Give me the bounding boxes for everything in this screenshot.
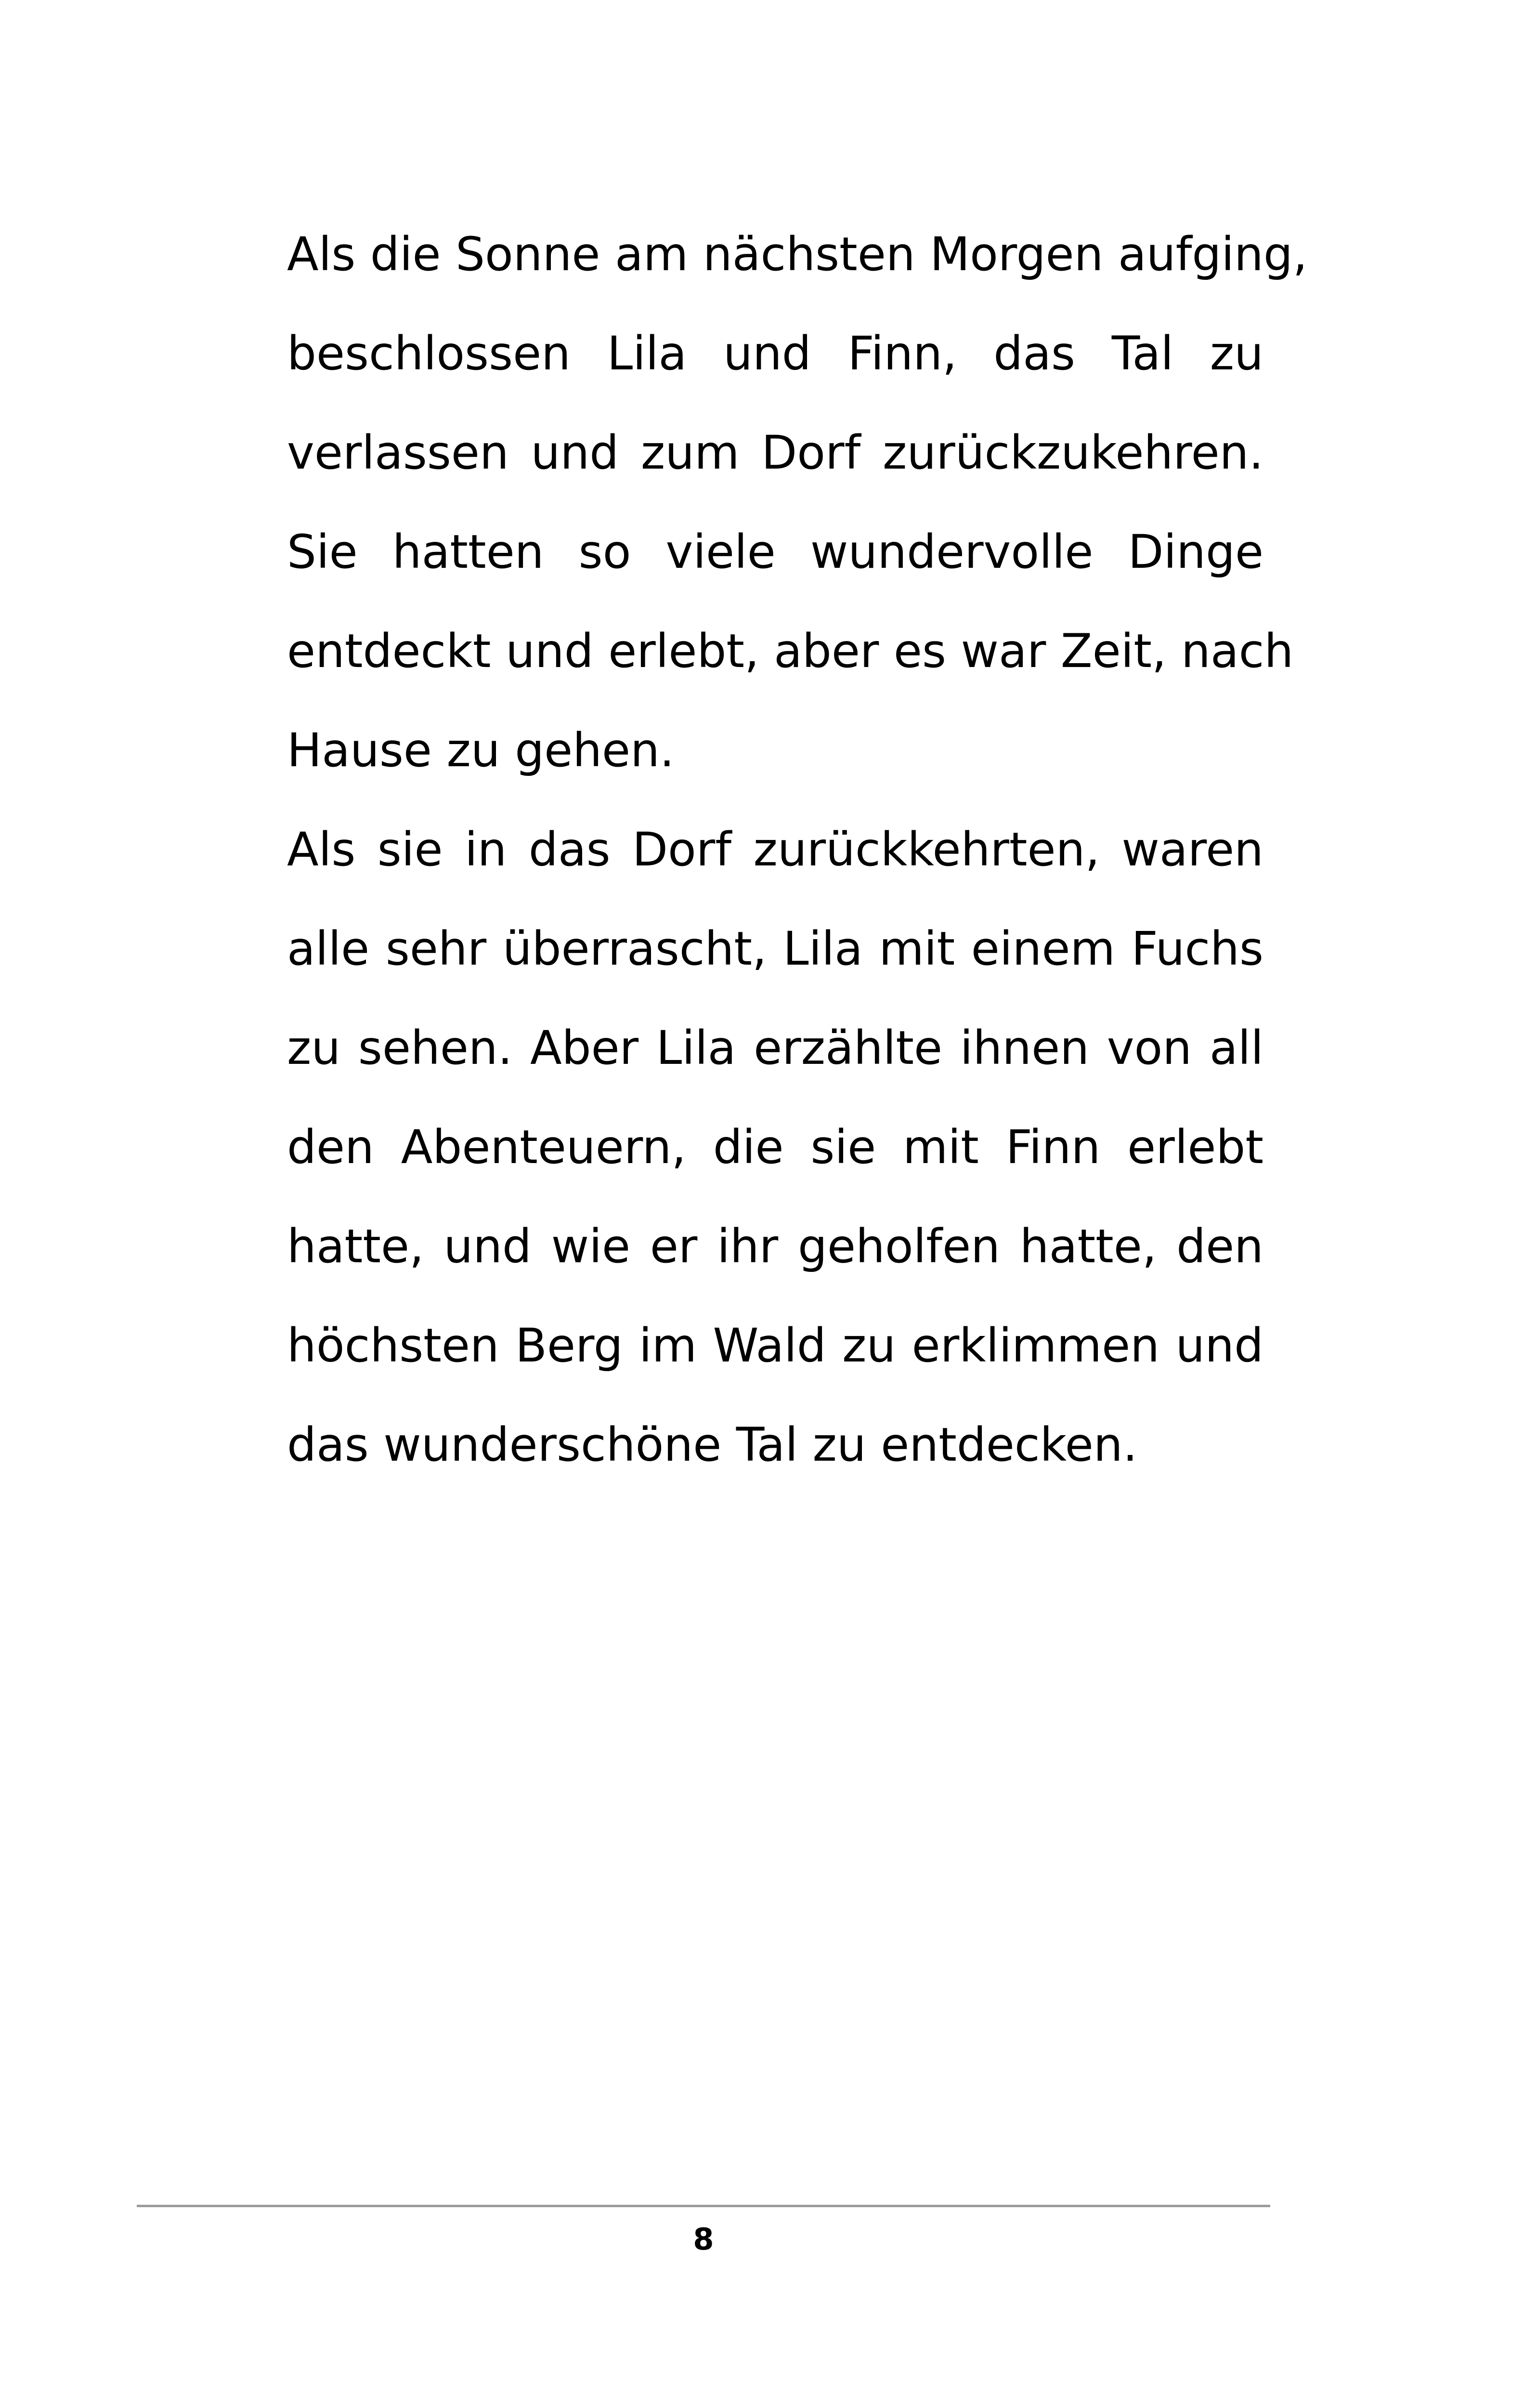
text-line: verlassen und zum Dorf zurückzukehren. [287,426,1263,480]
text-line: Sie hatten so viele wundervolle Dinge [287,525,1263,579]
text-line: zu sehen. Aber Lila erzählte ihnen von all [287,1021,1263,1075]
footer-divider [137,2205,1270,2207]
text-line: Hause zu gehen. [287,723,675,777]
page-number: 8 [693,2222,714,2257]
text-line: Als sie in das Dorf zurückkehrten, waren [287,823,1263,877]
text-line: Als die Sonne am nächsten Morgen aufging, [287,227,1308,281]
text-line: entdeckt und erlebt, aber es war Zeit, nach [287,624,1294,678]
text-line: das wunderschöne Tal zu entdecken. [287,1418,1138,1472]
text-line: den Abenteuern, die sie mit Finn erlebt [287,1120,1263,1174]
text-line: hatte, und wie er ihr geholfen hatte, den [287,1219,1263,1273]
body-text [287,205,1308,1494]
text-line: beschlossen Lila und Finn, das Tal zu [287,327,1263,380]
text-line: alle sehr überrascht, Lila mit einem Fuchs [287,922,1263,976]
text-line: höchsten Berg im Wald zu erklimmen und [287,1319,1263,1373]
